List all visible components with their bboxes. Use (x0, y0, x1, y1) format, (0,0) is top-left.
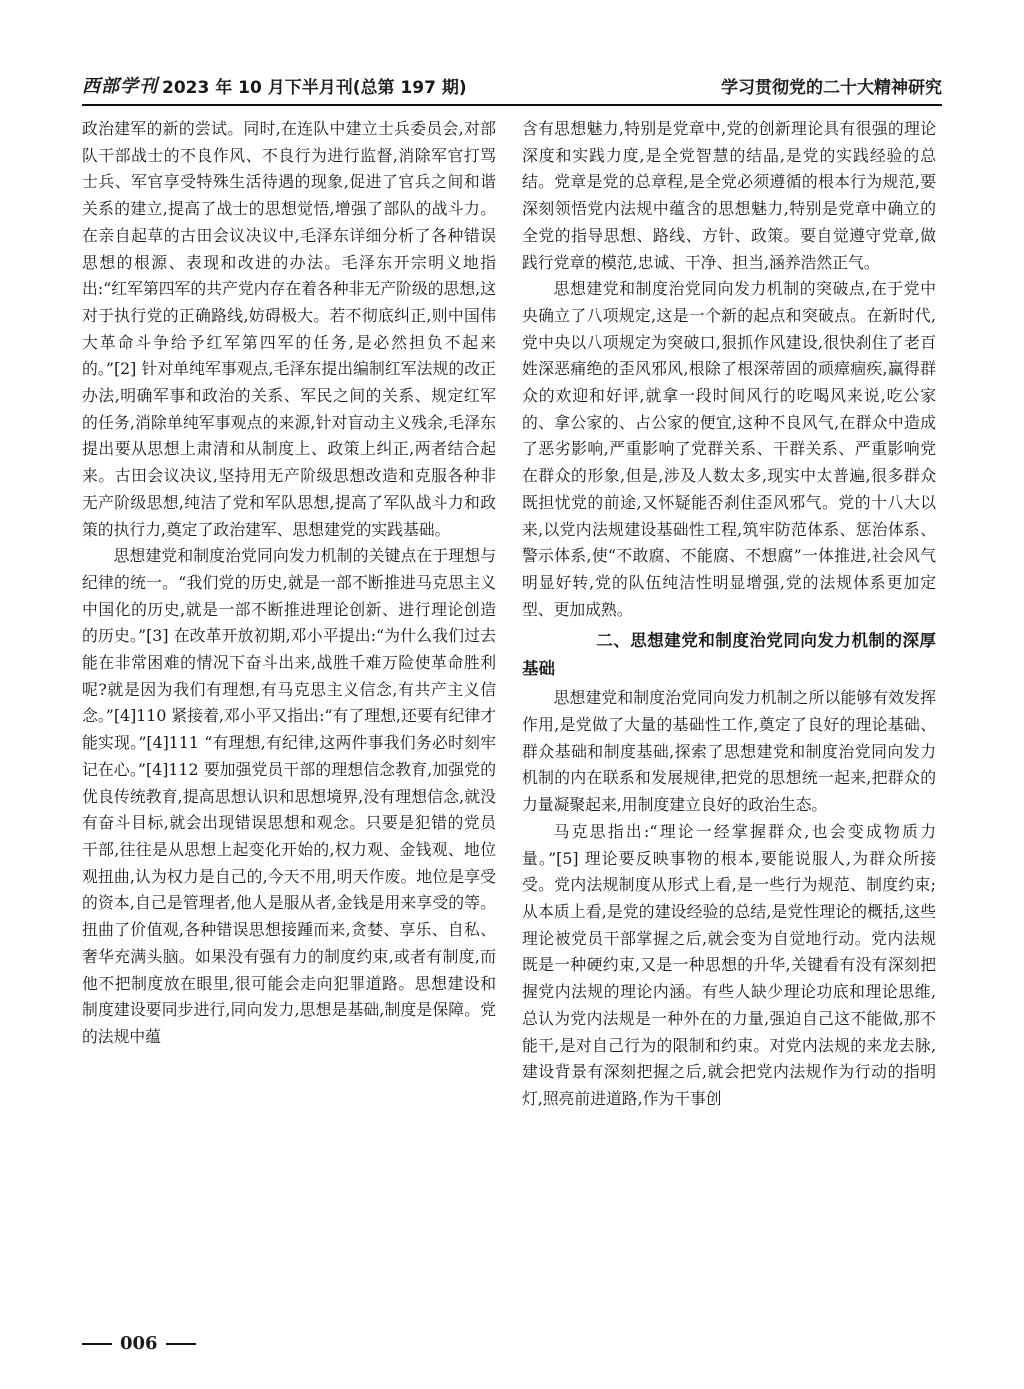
left-column (82, 116, 496, 1300)
issue-info: 2023 年 10 月下半月刊(总第 197 期) (162, 78, 467, 98)
right-paragraph-1: 含有思想魅力,特别是党章中,党的创新理论具有很强的理论深度和实践力度,是全党智慧的结晶,是党的实践经验的总结。党章是党的总章程,是全党必须遵循的根本行为规范,要深刻领悟党内法规中蕴含的思想魅力,特别是党章中确立的全党的指导思想、路线、方针、政策。要自觉遵守党章,做践行党章的模范,忠诚、干净、担当,涵养浩然正气。 (522, 119, 936, 272)
footer-dash-left (82, 1343, 112, 1345)
right-paragraph-2: 思想建党和制度治党同向发力机制的突破点,在于党中央确立了八项规定,这是一个新的起点和突破点。在新时代,党中央以八项规定为突破口,狠抓作风建设,很快刹住了老百姓深恶痛绝的歪风邪风,根除了根深蒂固的顽瘴痼疾,赢得群众的欢迎和好评,就拿一段时间风行的吃喝风来说,吃公家的、拿公家的、占公家的便宜,这种不良风气,在群众中造成了恶劣影响,严重影响了党群关系、干群关系、严重影响党在群众的形象,但是,涉及人数太多,现实中太普遍,很多群众既担忧党的前途,又怀疑能否刹住歪风邪气。党的十八大以来,以党内法规建设基础性工程,筑牢防范体系、惩治体系、警示体系,使“不敢腐、不能腐、不想腐”一体推进,社会风气明显好转,党的队伍纯洁性明显增强,党的法规体系更加定型、更加成熟。 (522, 279, 936, 619)
page-header (82, 72, 942, 98)
page-number: 006 (120, 1333, 158, 1354)
journal-logo: 西部学刊 (82, 76, 158, 97)
left-paragraph-2: 思想建党和制度治党同向发力机制的关键点在于理想与纪律的统一。“我们党的历史,就是一部不断推进马克思主义中国化的历史,就是一部不断推进理论创新、进行理论创造的历史。”[3] 在改革开放初期,邓小平提出:“为什么我们过去能在非常困难的情况下奋斗出来,战胜千难万险使革命胜利呢?就是因为我们有理想,有马克思主义信念,有共产主义信念。”[4]110 紧接着,邓小平又指出:“有了理想,还要有纪律才能实现。”[4]111 “有理想,有纪律,这两件事我们务必时刻牢记在心。”[4]112 要加强党员干部的理想信念教育,加强党的优良传统教育,提高思想认识和思想境界,没有理想信念,就没有奋斗目标,就会出现错误思想和观念。只要是犯错的党员干部,往往是从思想上起变化开始的,权力观、金钱观、地位观扭曲,认为权力是自己的,今天不用,明天作废。地位是享受的资本,自己是管理者,他人是服从者,金钱是用来享受的等。扭曲了价值观,各种错误思想接踵而来,贪婪、享乐、自私、奢华充满头脑。如果没有强有力的制度约束,或者有制度,而他不把制度放在眼里,很可能会走向犯罪道路。思想建设和制度建设要同步进行,同向发力,思想是基础,制度是保障。党的法规中蕴 (82, 546, 496, 1046)
right-paragraph-3: 思想建党和制度治党同向发力机制之所以能够有效发挥作用,是党做了大量的基础性工作,奠定了良好的理论基础、群众基础和制度基础,探索了思想建党和制度治党同向发力机制的内在联系和发展规律,把党的思想统一起来,把群众的力量凝聚起来,用制度建立良好的政治生态。 (522, 688, 936, 815)
section-heading: 二、思想建党和制度治党同向发力机制的深厚基础 (522, 631, 936, 679)
header-rule (82, 104, 942, 106)
footer-dash-right (166, 1343, 196, 1345)
column-title: 学习贯彻党的二十大精神研究 (721, 78, 942, 98)
left-paragraph-1: 政治建军的新的尝试。同时,在连队中建立士兵委员会,对部队干部战士的不良作风、不良行为进行监督,消除军官打骂士兵、军官享受特殊生活待遇的现象,促进了官兵之间和谐关系的建立,提高了战士的思想觉悟,增强了部队的战斗力。在亲自起草的古田会议决议中,毛泽东详细分析了各种错误思想的根源、表现和改进的办法。毛泽东开宗明义地指出:“红军第四军的共产党内存在着各种非无产阶级的思想,这对于执行党的正确路线,妨碍极大。若不彻底纠正,则中国伟大革命斗争给予红军第四军的任务,是必然担负不起来的。”[2] 针对单纯军事观点,毛泽东提出编制红军法规的改正办法,明确军事和政治的关系、军民之间的关系、规定红军的任务,消除单纯军事观点的来源,针对盲动主义残余,毛泽东提出要从思想上肃清和从制度上、政策上纠正,两者结合起来。古田会议决议,坚持用无产阶级思想改造和克服各种非无产阶级思想,纯洁了党和军队思想,提高了军队战斗力和政策的执行力,奠定了政治建军、思想建党的实践基础。 (82, 119, 496, 539)
right-paragraph-4: 马克思指出:“理论一经掌握群众,也会变成物质力量。”[5] 理论要反映事物的根本,要能说服人,为群众所接受。党内法规制度从形式上看,是一些行为规范、制度约束;从本质上看,是党的建设经验的总结,是党性理论的概括,这些理论被党员干部掌握之后,就会变为自觉地行动。党内法规既是一种硬约束,又是一种思想的升华,关键看有没有深刻把握党内法规的理论内涵。有些人缺少理论功底和理论思维,总认为党内法规是一种外在的力量,强迫自己这不能做,那不能干,是对自己行为的限制和约束。对党内法规的来龙去脉,建设背景有深刻把握之后,就会把党内法规作为行动的指明灯,照亮前进道路,作为干事创 (522, 821, 936, 1108)
right-column (522, 116, 936, 1300)
page-footer (82, 1333, 196, 1354)
header-left (82, 72, 467, 98)
